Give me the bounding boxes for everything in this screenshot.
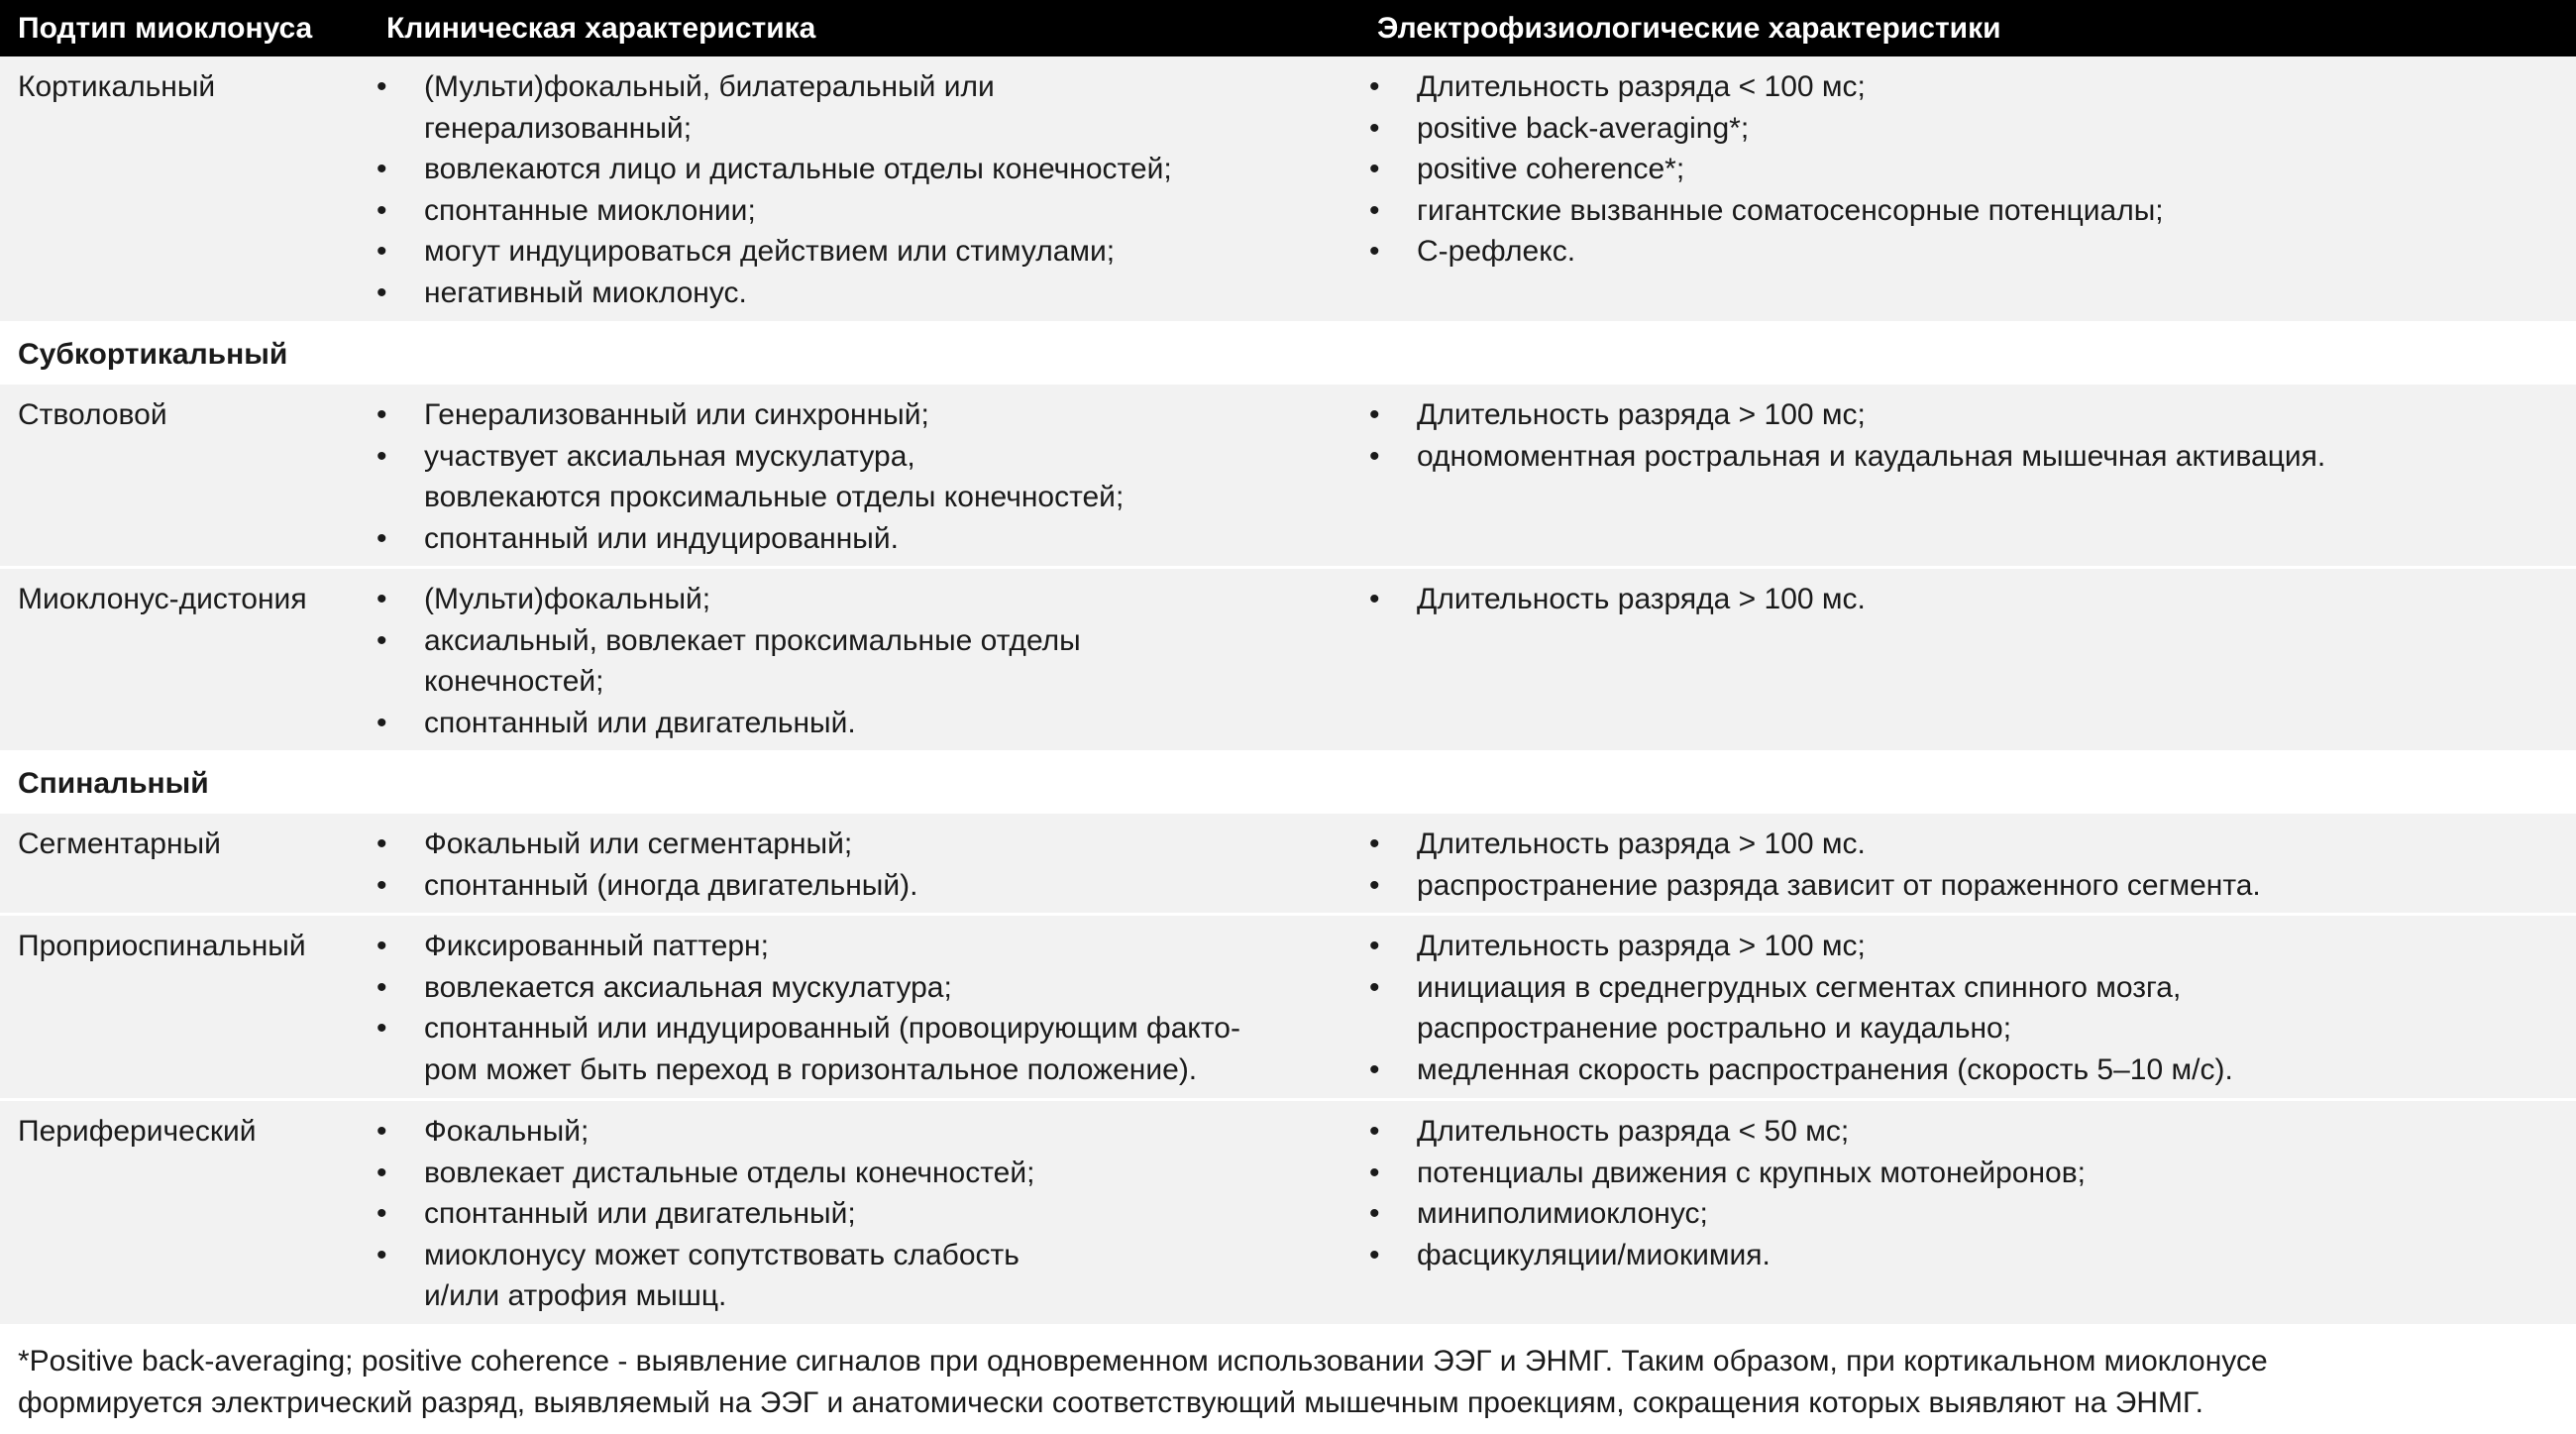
clinical-cell <box>386 56 1377 321</box>
list-item: • Длительность разряда > 100 мс. <box>1369 824 2576 865</box>
list-item: • Длительность разряда < 100 мс; <box>1369 66 2576 108</box>
list-item: • миоклонусу может сопутствовать слабость и/или атрофия мышц. <box>376 1235 1377 1317</box>
list-item: • (Мульти)фокальный, билатеральный или генерализованный; <box>376 66 1377 149</box>
list-item: • спонтанный или двигательный; <box>376 1193 1377 1235</box>
list-item: • спонтанный (иногда двигательный). <box>376 865 1377 907</box>
header-clinical: Клиническая характеристика <box>386 11 816 45</box>
header-electro: Электрофизиологические характеристики <box>1377 11 2001 45</box>
list-item: • аксиальный, вовлекает проксимальные отделы конечностей; <box>376 620 1377 703</box>
list-item: • вовлекается аксиальная мускулатура; <box>376 967 1377 1009</box>
list-item: • Фокальный; <box>376 1111 1377 1153</box>
list-item: • спонтанный или двигательный. <box>376 703 1377 744</box>
list-item: • спонтанные миоклонии; <box>376 190 1377 232</box>
row-cortical <box>0 56 2576 324</box>
row-peripheral <box>0 1101 2576 1327</box>
section-spinal: Спинальный <box>0 753 2576 814</box>
list-item: • С-рефлекс. <box>1369 231 2576 273</box>
clinical-cell <box>386 385 1377 566</box>
list-item: • positive coherence*; <box>1369 149 2576 190</box>
row-segmental <box>0 814 2576 916</box>
clinical-cell <box>386 916 1377 1098</box>
electro-cell <box>1377 385 2576 566</box>
list-item: • инициация в среднегрудных сегментах спинного мозга, распространение рострально и каудально; <box>1369 967 2576 1049</box>
list-item: • гигантские вызванные соматосенсорные потенциалы; <box>1369 190 2576 232</box>
list-item: • Длительность разряда > 100 мс; <box>1369 926 2576 967</box>
row-myoclonus-dystonia <box>0 569 2576 753</box>
list-item: • одномоментная ростральная и каудальная мышечная активация. <box>1369 436 2576 478</box>
clinical-cell <box>386 814 1377 913</box>
list-item: • Длительность разряда > 100 мс; <box>1369 394 2576 436</box>
list-item: • (Мульти)фокальный; <box>376 579 1377 620</box>
list-item: • Фокальный или сегментарный; <box>376 824 1377 865</box>
list-item: • Длительность разряда < 50 мс; <box>1369 1111 2576 1153</box>
row-name: Миоклонус-дистония <box>18 583 307 615</box>
row-name: Стволовой <box>18 398 167 431</box>
electro-cell <box>1377 814 2576 913</box>
row-brainstem <box>0 385 2576 569</box>
footnote-line: формируется электрический разряд, выявляемый на ЭЭГ и анатомически соответствующий мышечным проекциям, сокращения которых выявляют на ЭНМГ. <box>18 1385 2203 1419</box>
electro-cell <box>1377 569 2576 750</box>
list-item: • участвует аксиальная мускулатура, вовлекаются проксимальные отделы конечностей; <box>376 436 1377 518</box>
list-item: • могут индуцироваться действием или стимулами; <box>376 231 1377 273</box>
list-item: • positive back-averaging*; <box>1369 108 2576 150</box>
row-name: Сегментарный <box>18 827 221 860</box>
list-item: • вовлекаются лицо и дистальные отделы конечностей; <box>376 149 1377 190</box>
list-item: • вовлекает дистальные отделы конечностей; <box>376 1153 1377 1194</box>
list-item: • потенциалы движения с крупных мотонейронов; <box>1369 1153 2576 1194</box>
section-subcortical: Субкортикальный <box>0 324 2576 385</box>
row-name: Периферический <box>18 1115 257 1148</box>
list-item: • миниполимиоклонус; <box>1369 1193 2576 1235</box>
list-item: • распространение разряда зависит от пораженного сегмента. <box>1369 865 2576 907</box>
clinical-cell <box>386 1101 1377 1324</box>
footnote <box>0 1327 2576 1423</box>
list-item: • спонтанный или индуцированный (провоцирующим факто- ром может быть переход в горизонтальное положение). <box>376 1008 1377 1090</box>
clinical-cell <box>386 569 1377 750</box>
list-item: • спонтанный или индуцированный. <box>376 518 1377 560</box>
list-item: • Длительность разряда > 100 мс. <box>1369 579 2576 620</box>
footnote-line: *Positive back-averaging; positive coherence - выявление сигналов при одновременном использовании ЭЭГ и ЭНМГ. Таким образом, при кортикальном миоклонусе <box>18 1345 2268 1378</box>
header-subtype: Подтип миоклонуса <box>18 11 313 45</box>
electro-cell <box>1377 1101 2576 1324</box>
list-item: • Фиксированный паттерн; <box>376 926 1377 967</box>
list-item: • негативный миоклонус. <box>376 273 1377 314</box>
list-item: • медленная скорость распространения (скорость 5–10 м/с). <box>1369 1049 2576 1091</box>
electro-cell <box>1377 916 2576 1098</box>
list-item: • Генерализованный или синхронный; <box>376 394 1377 436</box>
table-header <box>0 0 2576 56</box>
row-propriospinal <box>0 916 2576 1101</box>
row-name: Кортикальный <box>18 70 216 103</box>
electro-cell <box>1377 56 2576 321</box>
row-name: Проприоспинальный <box>18 930 306 962</box>
list-item: • фасцикуляции/миокимия. <box>1369 1235 2576 1276</box>
